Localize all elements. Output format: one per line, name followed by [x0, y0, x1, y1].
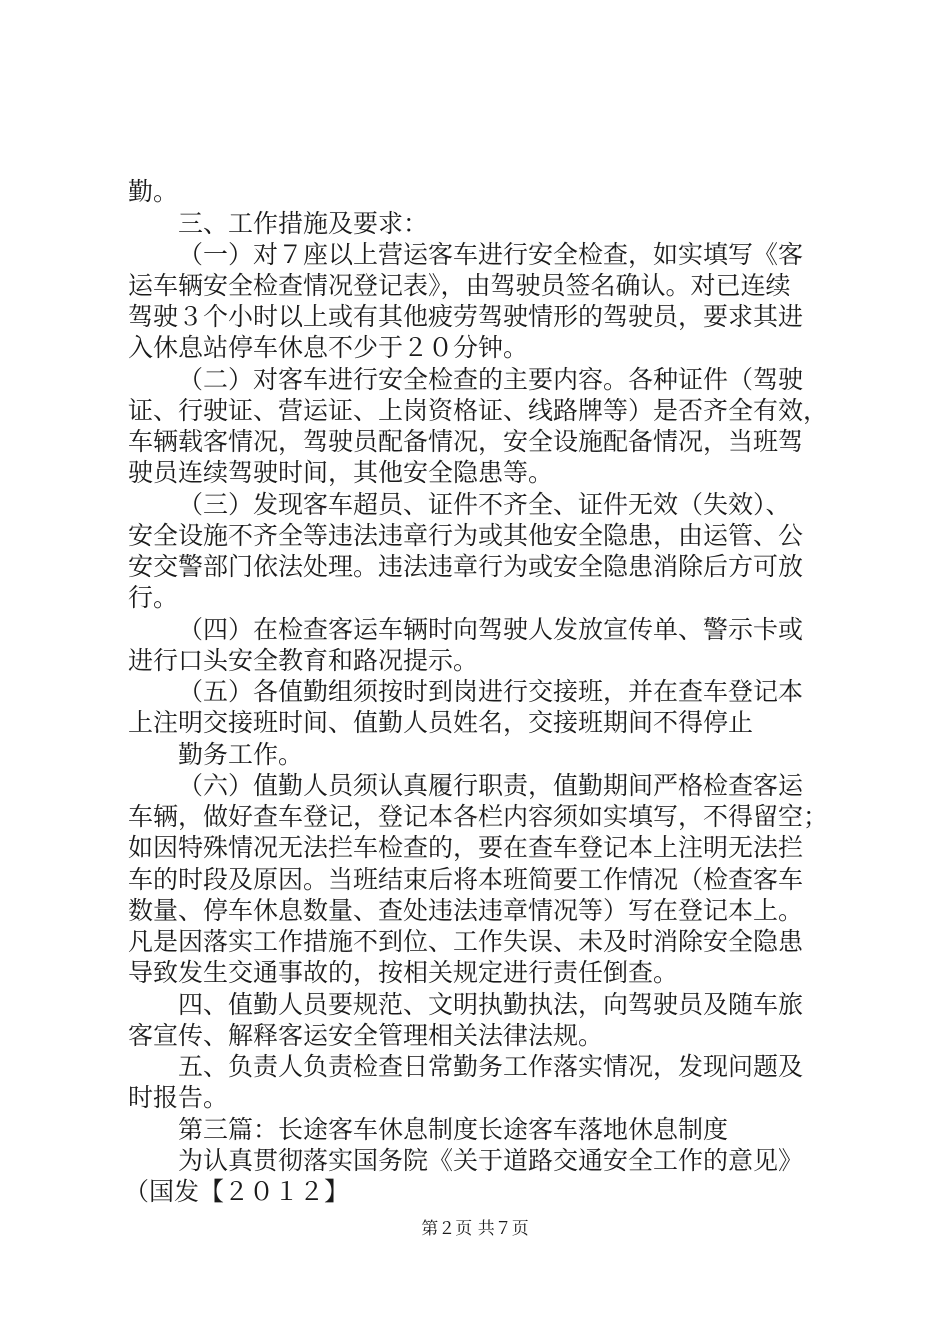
body-line: 驶员连续驾驶时间，其他安全隐患等。: [128, 458, 554, 487]
body-line: （一）对７座以上营运客车进行安全检查，如实填写《客: [178, 240, 804, 269]
body-line: 安交警部门依法处理。违法违章行为或安全隐患消除后方可放: [128, 552, 804, 581]
page-number-footer: 第２页 共７页: [421, 1219, 529, 1239]
body-line: 车辆载客情况，驾驶员配备情况，安全设施配备情况，当班驾: [128, 427, 804, 456]
body-line: 客宣传、解释客运安全管理相关法律法规。: [128, 1021, 604, 1050]
body-line: （二）对客车进行安全检查的主要内容。各种证件（驾驶: [178, 365, 804, 394]
body-line: 数量、停车休息数量、查处违法违章情况等）写在登记本上。: [128, 896, 804, 925]
section-heading: 三、工作措施及要求：: [178, 209, 429, 238]
body-line: 进行口头安全教育和路况提示。: [128, 646, 479, 675]
section-heading: 五、负责人负责检查日常勤务工作落实情况，发现问题及: [178, 1052, 804, 1081]
section-heading: 四、值勤人员要规范、文明执勤执法，向驾驶员及随车旅: [178, 990, 804, 1019]
body-line: 勤务工作。: [178, 740, 304, 769]
body-line: （三）发现客车超员、证件不齐全、证件无效（失效）、: [178, 490, 791, 519]
body-line: 勤。: [128, 177, 179, 206]
body-line: 行。: [128, 583, 179, 612]
body-line: 运车辆安全检查情况登记表》，由驾驶员签名确认。对已连续: [128, 271, 791, 300]
body-line: 时报告。: [128, 1083, 229, 1112]
body-line: 证、行驶证、营运证、上岗资格证、线路牌等）是否齐全有效，: [128, 396, 829, 425]
body-line: （五）各值勤组须按时到岗进行交接班，并在查车登记本: [178, 677, 804, 706]
body-line: 为认真贯彻落实国务院《关于道路交通安全工作的意见》: [178, 1146, 804, 1175]
body-line: （四）在检查客运车辆时向驾驶人发放宣传单、警示卡或: [178, 615, 804, 644]
body-line: 凡是因落实工作措施不到位、工作失误、未及时消除安全隐患: [128, 927, 804, 956]
body-line: 上注明交接班时间、值勤人员姓名，交接班期间不得停止: [128, 708, 754, 737]
chapter-title: 第三篇：长途客车休息制度长途客车落地休息制度: [178, 1115, 729, 1144]
body-line: （国发【２０１２】: [124, 1177, 350, 1206]
body-line: 安全设施不齐全等违法违章行为或其他安全隐患，由运管、公: [128, 521, 804, 550]
body-line: 车辆，做好查车登记，登记本各栏内容须如实填写，不得留空；: [128, 802, 829, 831]
body-line: 如因特殊情况无法拦车检查的，要在查车登记本上注明无法拦: [128, 833, 804, 862]
body-line: 车的时段及原因。当班结束后将本班简要工作情况（检查客车: [128, 865, 804, 894]
body-line: （六）值勤人员须认真履行职责，值勤期间严格检查客运: [178, 771, 804, 800]
body-line: 导致发生交通事故的，按相关规定进行责任倒查。: [128, 958, 679, 987]
body-line: 入休息站停车休息不少于２０分钟。: [128, 333, 529, 362]
body-line: 驾驶３个小时以上或有其他疲劳驾驶情形的驾驶员，要求其进: [128, 302, 804, 331]
